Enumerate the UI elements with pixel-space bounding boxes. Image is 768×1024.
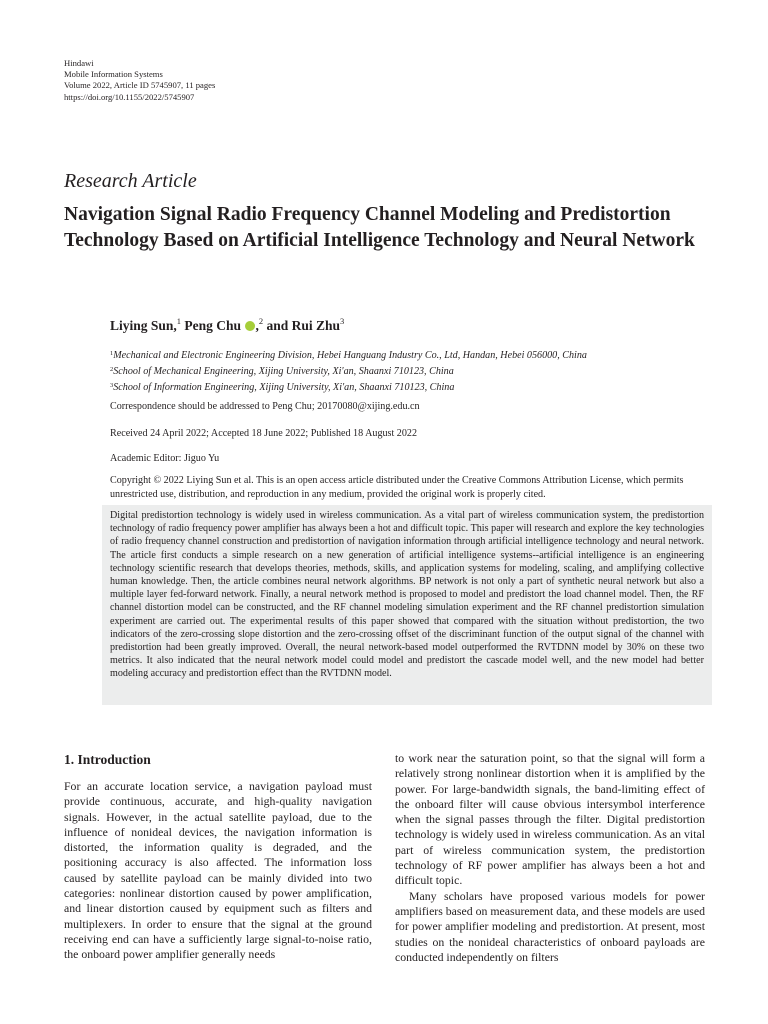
journal-name: Mobile Information Systems	[64, 69, 163, 80]
body-paragraph: For an accurate location service, a navigation payload must provide continuous, accurate, and high-quality navigation signals. However, in the actual satellite payload, due to the influence of nonideal devices, the navigation information is distorted, the information quality is degraded, and the positioning accuracy is also affected. The information loss caused by satellite payload can be mainly divided into two categories: nonlinear distortion caused by power amplification, and linear distortion caused by equipment such as filters and multiplexers. In order to ensure that the signal at the ground receiving end can have a sufficiently large signal-to-noise ratio, the onboard power amplifier generally needs	[64, 779, 372, 962]
author-list: Liying Sun,$^1$ Peng Chu ,$^2$ and Rui Zhu$^3$	[110, 316, 345, 333]
affiliation-item	[110, 363, 587, 379]
author-name[interactable]: and Rui Zhu	[266, 318, 340, 333]
article-type: Research Article	[64, 170, 197, 192]
publisher-name: Hindawi	[64, 58, 94, 68]
journal-header	[64, 58, 215, 103]
affiliation-number: 2	[110, 366, 114, 373]
academic-editor: Academic Editor: Jiguo Yu	[110, 453, 220, 464]
author-affiliation-mark: 1	[176, 316, 182, 326]
affiliation-number: 3	[110, 382, 114, 389]
affiliation-text: School of Mechanical Engineering, Xijing University, Xi'an, Shaanxi 710123, China	[113, 366, 454, 377]
author-affiliation-mark: 2	[258, 316, 264, 326]
correspondence-note: Correspondence should be addressed to Peng Chu; 20170080@xijing.edu.cn	[110, 401, 420, 412]
author-name[interactable]: Peng Chu	[184, 318, 242, 333]
abstract-text: Digital predistortion technology is widely used in wireless communication. As a vital part of wireless communication system, the predistortion technology of radio frequency power amplifier has always been a hot and difficult topic. This paper will research and explore the key technologies of radio frequency channel construction and predistortion of navigation information through artificial intelligence technology and neural network. The article first conducts a simple research on a new generation of artificial intelligence systems--artificial intelligence is an engineering technology scientific research that develops theories, methods, skills, and application systems for modeling, scaling, and amplifying collective human knowledge. Then, the article combines neural network algorithms. BP network is not only a part of synthetic neural network but also a multiple layer fed-forward network. Finally, a neural network method is proposed to model and predistort the load channel model. Then, the RF channel distortion model can be constructed, and the RF channel modeling simulation experiment and the RF channel predistortion simulation experiment are carried out. The experimental results of this paper showed that compared with the situation without predistortion, the two indicators of the zero-crossing slope distortion and the zero-crossing offset of the discriminant function of the output signal of the channel with predistortion had been greatly improved. Overall, the neural network-based model outperformed the RVTDNN model by 30% on these two metrics. It also indicated that the neural network model could model and predistort the cascade model well, and the new model had better modeling accuracy and predistortion effect than the RVTDNN model.	[110, 510, 704, 680]
body-paragraph: to work near the saturation point, so that the signal will form a relatively strong nonlinear distortion when it is amplified by the power. For large-bandwidth signals, the band-limiting effect of the onboard filter will cause obvious intersymbol interference when the signal passes through the filter. Digital predistortion technology is widely used in wireless communication. As an vital part of wireless communication system, the predistortion technology of RF power amplifier has always been a hot and difficult topic.	[395, 751, 705, 888]
affiliation-text: Mechanical and Electronic Engineering Division, Hebei Hanguang Industry Co., Ltd, Handan, Hebei 056000, China	[113, 350, 587, 361]
affiliation-item	[110, 379, 587, 395]
body-paragraph: Many scholars have proposed various models for power amplifiers based on measurement data, and these models are used for power amplifier modeling and predistortion. At present, most studies on the nonideal characteristics of onboard payloads are conducted independently on filters	[395, 888, 705, 964]
body-column-left	[64, 779, 372, 963]
doi-link[interactable]: https://doi.org/10.1155/2022/5745907	[64, 91, 195, 102]
affiliation-number: 1	[110, 350, 114, 357]
volume-info: Volume 2022, Article ID 5745907, 11 pages	[64, 80, 216, 91]
author-name[interactable]: Liying Sun,	[110, 318, 177, 333]
affiliation-text: School of Information Engineering, Xijing University, Xi'an, Shaanxi 710123, China	[113, 382, 455, 393]
affiliation-list	[110, 347, 587, 395]
orcid-icon[interactable]	[245, 321, 255, 331]
section-heading-introduction: 1. Introduction	[64, 752, 151, 767]
author-affiliation-mark: 3	[339, 316, 345, 326]
paper-title: Navigation Signal Radio Frequency Channel Modeling and Predistortion Technology Based on Artificial Intelligence Technology and Neural Network	[64, 204, 695, 251]
copyright-notice: Copyright © 2022 Liying Sun et al. This is an open access article distributed under the Creative Commons Attribution License, which permits unrestricted use, distribution, and reproduction in any medium, provided the original work is properly cited.	[110, 475, 684, 500]
publication-dates: Received 24 April 2022; Accepted 18 June 2022; Published 18 August 2022	[110, 428, 417, 439]
affiliation-item	[110, 347, 587, 363]
body-column-right	[395, 751, 705, 965]
